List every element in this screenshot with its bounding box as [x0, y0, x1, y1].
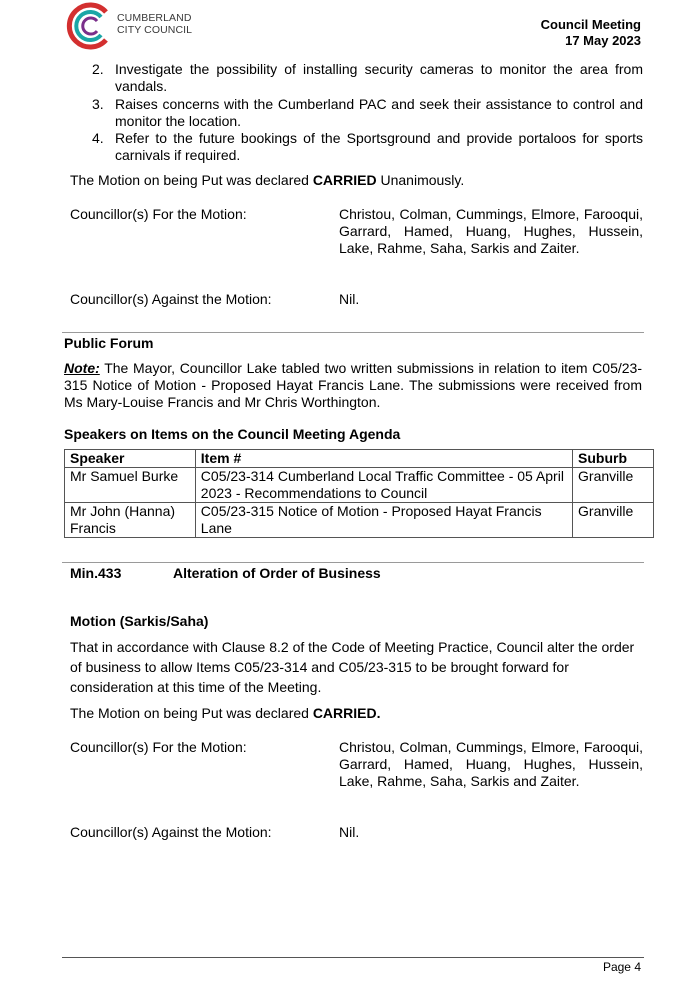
speakers-table — [64, 449, 654, 538]
list-text: Refer to the future bookings of the Sportsground and provide portaloos for sports carnivals if required. — [115, 130, 643, 163]
motion-result — [70, 705, 380, 722]
list-number: 4. — [92, 130, 104, 146]
footer-divider — [62, 957, 644, 958]
meeting-header — [541, 17, 641, 49]
divider — [62, 562, 644, 563]
for-names: Christou, Colman, Cummings, Elmore, Farooqui, Garrard, Hamed, Huang, Hughes, Hussein, Lake, Rahme, Saha, Sarkis and Zaiter. — [339, 739, 643, 789]
list-text: Raises concerns with the Cumberland PAC and seek their assistance to control and monitor the location. — [115, 96, 643, 129]
against-label: Councillor(s) Against the Motion: — [70, 291, 272, 307]
table-header-row — [65, 450, 654, 468]
public-forum-note — [64, 360, 642, 411]
against-names: Nil. — [339, 291, 360, 307]
result-status: CARRIED — [312, 172, 377, 188]
against-names: Nil. — [339, 824, 360, 840]
list-item — [92, 130, 644, 164]
speakers-heading: Speakers on Items on the Council Meeting Agenda — [64, 426, 401, 442]
list-item — [92, 61, 644, 95]
for-label: Councillor(s) For the Motion: — [70, 739, 247, 755]
item-cell: C05/23-314 Cumberland Local Traffic Committee - 05 April 2023 - Recommendations to Council — [195, 468, 572, 503]
motion-text: That in accordance with Clause 8.2 of the Code of Meeting Practice, Council alter the order of business to allow Items C05/23-314 and C05/23-315 to be brought forward for consideration at this time of the Meeting. — [70, 639, 635, 695]
meeting-title: Council Meeting — [540, 17, 641, 32]
speaker-cell: Mr Samuel Burke — [65, 468, 196, 503]
result-prefix: The Motion on being Put was declared — [70, 172, 313, 188]
org-name — [117, 12, 192, 36]
public-forum-heading: Public Forum — [64, 335, 154, 351]
divider — [62, 332, 644, 333]
column-header: Suburb — [573, 450, 654, 468]
list-number: 3. — [92, 96, 104, 112]
column-header: Speaker — [65, 450, 196, 468]
minute-number: Min.433 — [70, 565, 122, 581]
list-text: Investigate the possibility of installing security cameras to monitor the area from vandals. — [115, 61, 643, 94]
list-number: 2. — [92, 61, 104, 77]
motion-heading: Motion (Sarkis/Saha) — [70, 613, 209, 629]
for-names: Christou, Colman, Cummings, Elmore, Farooqui, Garrard, Hamed, Huang, Hughes, Hussein, Lake, Rahme, Saha, Sarkis and Zaiter. — [339, 206, 643, 256]
minute-title: Alteration of Order of Business — [173, 565, 381, 581]
meeting-date: 17 May 2023 — [565, 33, 641, 48]
item-cell: C05/23-315 Notice of Motion - Proposed Hayat Francis Lane — [195, 503, 572, 538]
table-row — [65, 468, 654, 503]
against-label: Councillor(s) Against the Motion: — [70, 824, 272, 840]
note-label: Note: — [64, 360, 100, 376]
result-prefix: The Motion on being Put was declared — [70, 705, 313, 721]
org-line-2: CITY COUNCIL — [117, 24, 193, 36]
note-text: The Mayor, Councillor Lake tabled two written submissions in relation to item C05/23-315 Notice of Motion - Proposed Hayat Francis Lane. The submissions were received from Ms Mary-Louise Francis and Mr Chris Worthington. — [64, 360, 642, 410]
cumberland-logo — [66, 0, 114, 52]
result-status: CARRIED. — [312, 705, 381, 721]
result-suffix: Unanimously. — [376, 172, 465, 188]
suburb-cell: Granville — [573, 503, 654, 538]
column-header: Item # — [195, 450, 572, 468]
table-row — [65, 503, 654, 538]
org-line-1: CUMBERLAND — [117, 12, 192, 24]
for-label: Councillor(s) For the Motion: — [70, 206, 247, 222]
speaker-cell: Mr John (Hanna) Francis — [65, 503, 196, 538]
motion-result — [70, 172, 464, 189]
suburb-cell: Granville — [573, 468, 654, 503]
page-number: Page 4 — [602, 960, 641, 974]
list-item — [92, 96, 644, 130]
